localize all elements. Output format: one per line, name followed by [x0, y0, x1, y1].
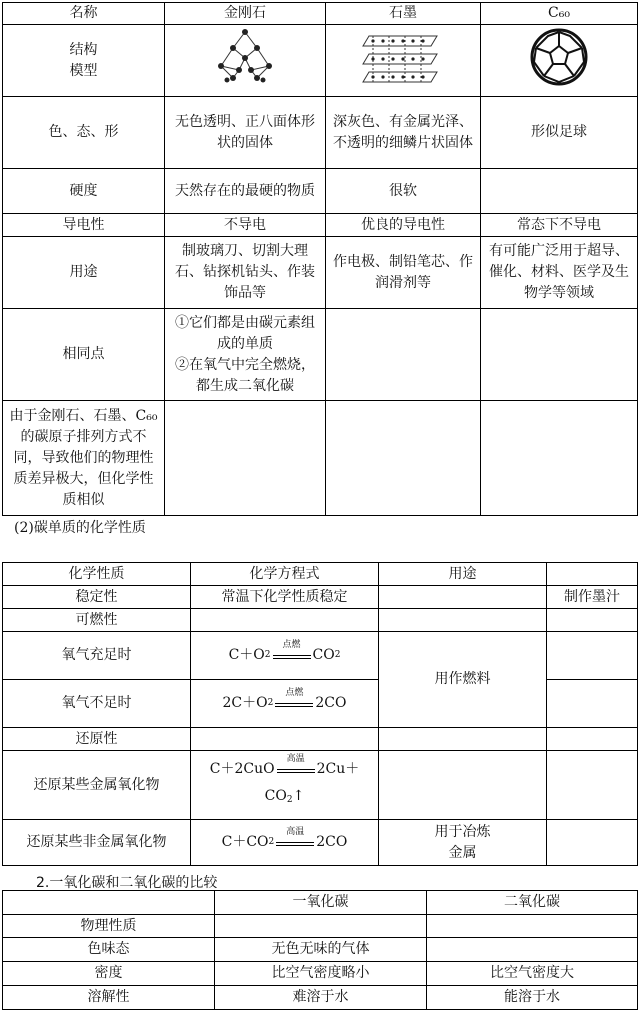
nonmetal-oxide-equation — [191, 820, 379, 866]
co-density: 比空气密度略小 — [215, 962, 427, 986]
eq2-rhs: 2CO — [315, 695, 347, 711]
t2-header-use: 用途 — [379, 563, 547, 586]
metal-empty-2 — [547, 751, 638, 820]
metal-oxide-label: 还原某些金属氧化物 — [3, 751, 191, 820]
reason-text: 由于金刚石、石墨、C₆₀的碳原子排列方式不同，导致他们的物理性质差异极大，但化学性质相似 — [3, 401, 165, 516]
diamond-conductivity: 不导电 — [165, 214, 326, 237]
section-caption-chemical: (2)碳单质的化学性质 — [14, 520, 146, 536]
diamond-use: 制玻璃刀、切割大理石、钻探机钻头、作装饰品等 — [165, 237, 326, 309]
eq3-lhs: C＋2CuO — [209, 761, 275, 777]
oxygen-sufficient-equation — [191, 632, 379, 680]
color-smell-state-label: 色味态 — [3, 938, 215, 962]
c60-model-cell — [481, 25, 638, 97]
graphite-hardness: 很软 — [326, 169, 481, 214]
fuel-use: 用作燃料 — [379, 632, 547, 728]
stability-label: 稳定性 — [3, 586, 191, 609]
reason-empty-2 — [326, 401, 481, 516]
c60-hardness — [481, 169, 638, 214]
c60-conductivity: 常态下不导电 — [481, 214, 638, 237]
diamond-model-cell — [165, 25, 326, 97]
co2-solubility: 能溶于水 — [427, 986, 638, 1010]
diamond-hardness: 天然存在的最硬的物质 — [165, 169, 326, 214]
use-label: 用途 — [3, 237, 165, 309]
combustibility-label: 可燃性 — [3, 609, 191, 632]
common-point-1: ①它们都是由碳元素组成的单质 — [175, 314, 315, 352]
c60-use: 有可能广泛用于超导、催化、材料、医学及生物学等领域 — [481, 237, 638, 309]
solubility-label: 溶解性 — [3, 986, 215, 1010]
hardness-label: 硬度 — [3, 169, 165, 214]
c60-structure-image — [528, 26, 590, 88]
common-points — [165, 309, 326, 401]
header-name: 名称 — [3, 3, 165, 25]
co-color: 无色无味的气体 — [215, 938, 427, 962]
co2-color-empty — [427, 938, 638, 962]
oxygen-insufficient-equation — [191, 680, 379, 728]
header-co2: 二氧化碳 — [427, 891, 638, 915]
gas-arrow-icon: ↑ — [292, 788, 305, 804]
stability-equation: 常温下化学性质稳定 — [191, 586, 379, 609]
common-graphite-empty — [326, 309, 481, 401]
eq1-condition-sign — [273, 639, 311, 663]
reducibility-label: 还原性 — [3, 728, 191, 751]
eq1-lhs: C＋O — [228, 647, 265, 663]
stability-empty — [379, 586, 547, 609]
smelting-use — [379, 820, 547, 866]
eq3-condition: 高温 — [286, 753, 305, 764]
metal-oxide-equation — [191, 751, 379, 820]
smelting-use-text: 用于冶炼金属 — [434, 823, 491, 861]
phys-empty-2 — [427, 915, 638, 938]
stability-use: 制作墨汁 — [547, 586, 638, 609]
diamond-structure-image — [213, 28, 277, 86]
graphite-use: 作电极、制铅笔芯、作润滑剂等 — [326, 237, 481, 309]
reduce-empty-2 — [379, 728, 547, 751]
eq4-lhs: C＋CO — [221, 834, 269, 850]
oxygen-insufficient-label: 氧气不足时 — [3, 680, 191, 728]
reason-empty-3 — [481, 401, 638, 516]
t3-header-empty — [3, 891, 215, 915]
graphite-conductivity: 优良的导电性 — [326, 214, 481, 237]
chemical-properties-table — [2, 562, 638, 866]
o2full-empty — [547, 632, 638, 680]
metal-empty-1 — [379, 751, 547, 820]
density-label: 密度 — [3, 962, 215, 986]
eq2-condition: 点燃 — [285, 687, 304, 698]
header-diamond: 金刚石 — [165, 3, 326, 25]
eq3-product-sub: 2 — [286, 795, 293, 805]
reduce-empty-3 — [547, 728, 638, 751]
graphite-structure-image — [361, 28, 445, 86]
eq3-product: CO — [264, 788, 287, 804]
graphite-model-cell — [326, 25, 481, 97]
physical-properties-label: 物理性质 — [3, 915, 215, 938]
eq1-condition: 点燃 — [282, 639, 301, 650]
combust-empty-1 — [191, 609, 379, 632]
section-caption-co-co2: 2.一氧化碳和二氧化碳的比较 — [36, 875, 218, 891]
common-label: 相同点 — [3, 309, 165, 401]
co-solubility: 难溶于水 — [215, 986, 427, 1010]
eq4-condition-sign — [276, 826, 314, 850]
co-co2-comparison-table — [2, 890, 638, 1010]
phys-empty-1 — [215, 915, 427, 938]
co2-density: 比空气密度大 — [427, 962, 638, 986]
header-co: 一氧化碳 — [215, 891, 427, 915]
header-c60: C₆₀ — [481, 3, 638, 25]
nonmetal-oxide-label: 还原某些非金属氧化物 — [3, 820, 191, 866]
eq2-sub: 2 — [267, 698, 274, 708]
eq3-condition-sign — [277, 753, 315, 777]
conductivity-label: 导电性 — [3, 214, 165, 237]
eq2-lhs: 2C＋O — [222, 695, 268, 711]
graphite-appearance: 深灰色、有金属光泽、不透明的细鳞片状固体 — [326, 97, 481, 169]
common-point-2: ②在氧气中完全燃烧，都生成二氧化碳 — [175, 356, 315, 394]
eq1-sub: 2 — [264, 650, 271, 660]
t2-header-empty — [547, 563, 638, 586]
diamond-appearance: 无色透明、正八面体形状的固体 — [165, 97, 326, 169]
t2-header-prop: 化学性质 — [3, 563, 191, 586]
combust-empty-3 — [547, 609, 638, 632]
nonmetal-empty — [547, 820, 638, 866]
oxygen-sufficient-label: 氧气充足时 — [3, 632, 191, 680]
eq1-rsub: 2 — [334, 650, 341, 660]
appearance-label: 色、态、形 — [3, 97, 165, 169]
carbon-allotropes-table — [2, 2, 638, 516]
common-c60-empty — [481, 309, 638, 401]
eq2-condition-sign — [275, 687, 313, 711]
eq4-sub: 2 — [268, 837, 275, 847]
o2lack-empty — [547, 680, 638, 728]
eq1-rhs: CO — [312, 647, 335, 663]
structure-label — [3, 25, 165, 97]
combust-empty-2 — [379, 609, 547, 632]
t2-header-eq: 化学方程式 — [191, 563, 379, 586]
reduce-empty-1 — [191, 728, 379, 751]
reason-empty-1 — [165, 401, 326, 516]
structure-label-text: 结构 模型 — [69, 41, 98, 79]
eq3-rhs: 2Cu＋ — [316, 761, 360, 777]
eq4-condition: 高温 — [286, 826, 305, 837]
header-graphite: 石墨 — [326, 3, 481, 25]
c60-appearance: 形似足球 — [481, 97, 638, 169]
eq4-rhs: 2CO — [316, 834, 348, 850]
